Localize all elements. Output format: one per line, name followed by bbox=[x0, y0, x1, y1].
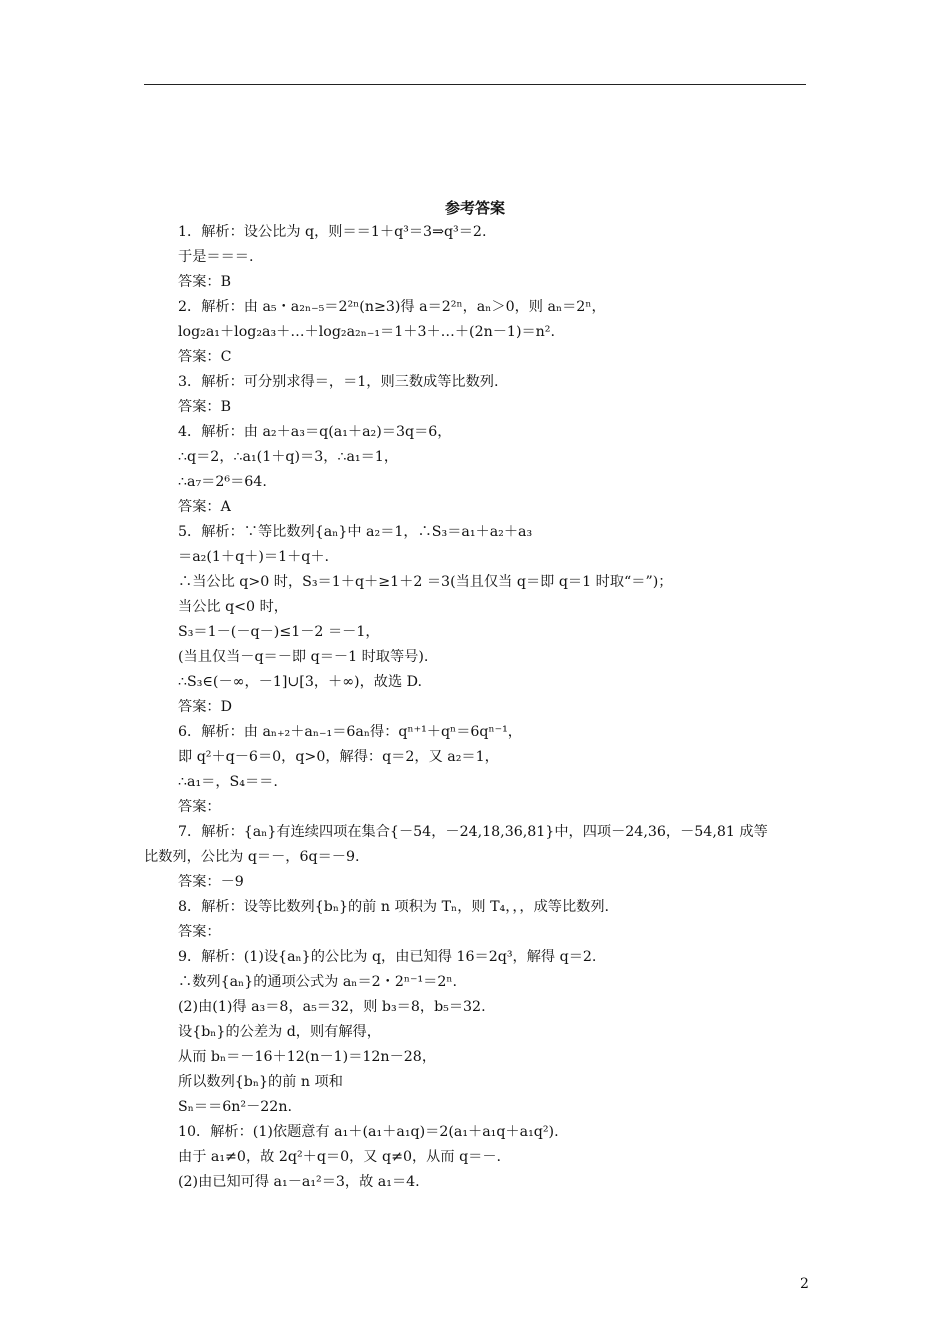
answer-line: 答案：D bbox=[178, 699, 232, 715]
answer-line: 设{bₙ}的公差为 d，则有解得， bbox=[178, 1024, 381, 1040]
answer-line: 10．解析：(1)依题意有 a₁＋(a₁＋a₁q)＝2(a₁＋a₁q＋a₁q²). bbox=[178, 1124, 559, 1140]
answer-line: ∴S₃∈(－∞，－1]∪[3，＋∞)，故选 D. bbox=[178, 674, 423, 690]
answer-line: S₃＝1－(－q－)≤1－2 ＝－1， bbox=[178, 624, 380, 640]
answer-line: 所以数列{bₙ}的前 n 项和 bbox=[178, 1074, 343, 1090]
answer-line: 3．解析：可分别求得＝，＝1，则三数成等比数列. bbox=[178, 374, 499, 390]
answer-line: (2)由已知可得 a₁－a₁²＝3，故 a₁＝4. bbox=[178, 1174, 420, 1190]
answer-line: ∴当公比 q>0 时，S₃＝1＋q＋≥1＋2 ＝3(当且仅当 q＝即 q＝1 时取“＝”)； bbox=[178, 574, 673, 590]
answer-line: ∴q＝2，∴a₁(1＋q)＝3，∴a₁＝1， bbox=[178, 449, 399, 465]
answer-line: 答案：B bbox=[178, 274, 231, 290]
answer-line: (当且仅当－q＝－即 q＝－1 时取等号). bbox=[178, 649, 429, 665]
answer-line: 答案：－9 bbox=[178, 874, 244, 890]
answer-line: 答案： bbox=[178, 924, 221, 940]
page-title: 参考答案 bbox=[444, 199, 505, 217]
header-rule bbox=[144, 84, 806, 85]
answer-line: ∴a₇＝2⁶＝64. bbox=[178, 474, 267, 490]
answer-line: 8．解析：设等比数列{bₙ}的前 n 项积为 Tₙ，则 T₄，，，成等比数列. bbox=[178, 899, 610, 915]
answer-line: 5．解析：∵等比数列{aₙ}中 a₂＝1，∴S₃＝a₁＋a₂＋a₃ bbox=[178, 524, 533, 540]
answer-line: ∴a₁＝，S₄＝＝. bbox=[178, 774, 278, 790]
answer-line: 从而 bₙ＝－16＋12(n－1)＝12n－28， bbox=[178, 1049, 437, 1065]
answer-line: 6．解析：由 aₙ₊₂＋aₙ₋₁＝6aₙ得：qⁿ⁺¹＋qⁿ＝6qⁿ⁻¹， bbox=[178, 724, 522, 740]
answer-line: log₂a₁＋log₂a₃＋…＋log₂a₂ₙ₋₁＝1＋3＋…＋(2n－1)＝n². bbox=[178, 324, 556, 340]
answer-line: 比数列，公比为 q＝－，6q＝－9. bbox=[144, 849, 360, 865]
answer-line: 答案： bbox=[178, 799, 221, 815]
answer-line: 由于 a₁≠0，故 2q²＋q＝0，又 q≠0，从而 q＝－. bbox=[178, 1149, 502, 1165]
answer-line: 于是＝＝＝. bbox=[178, 249, 254, 265]
answer-line: 即 q²＋q－6＝0，q>0，解得：q＝2，又 a₂＝1， bbox=[178, 749, 499, 765]
answer-line: 当公比 q<0 时， bbox=[178, 599, 288, 615]
answer-line: Sₙ＝＝6n²－22n. bbox=[178, 1099, 292, 1115]
answer-line: 4．解析：由 a₂＋a₃＝q(a₁＋a₂)＝3q＝6， bbox=[178, 424, 452, 440]
answer-line: 答案：C bbox=[178, 349, 232, 365]
answer-line: 答案：A bbox=[178, 499, 231, 515]
answer-line: 2．解析：由 a₅・a₂ₙ₋₅＝2²ⁿ(n≥3)得 a＝2²ⁿ，aₙ＞0，则 aₙ＝2ⁿ， bbox=[178, 299, 606, 315]
answer-line: 1．解析：设公比为 q，则＝＝1＋q³＝3⇒q³＝2. bbox=[178, 224, 487, 240]
answer-line: 9．解析：(1)设{aₙ}的公比为 q，由已知得 16＝2q³，解得 q＝2. bbox=[178, 949, 597, 965]
answer-line: 答案：B bbox=[178, 399, 231, 415]
page-number: 2 bbox=[800, 1276, 809, 1292]
answer-line: ∴数列{aₙ}的通项公式为 aₙ＝2・2ⁿ⁻¹＝2ⁿ. bbox=[178, 974, 458, 990]
answer-line: 7．解析：{aₙ}有连续四项在集合{－54，－24,18,36,81}中，四项－24,36，－54,81 成等 bbox=[178, 824, 768, 840]
answer-line: ＝a₂(1＋q＋)＝1＋q＋. bbox=[178, 549, 330, 565]
answer-line: (2)由(1)得 a₃＝8，a₅＝32，则 b₃＝8，b₅＝32. bbox=[178, 999, 486, 1015]
